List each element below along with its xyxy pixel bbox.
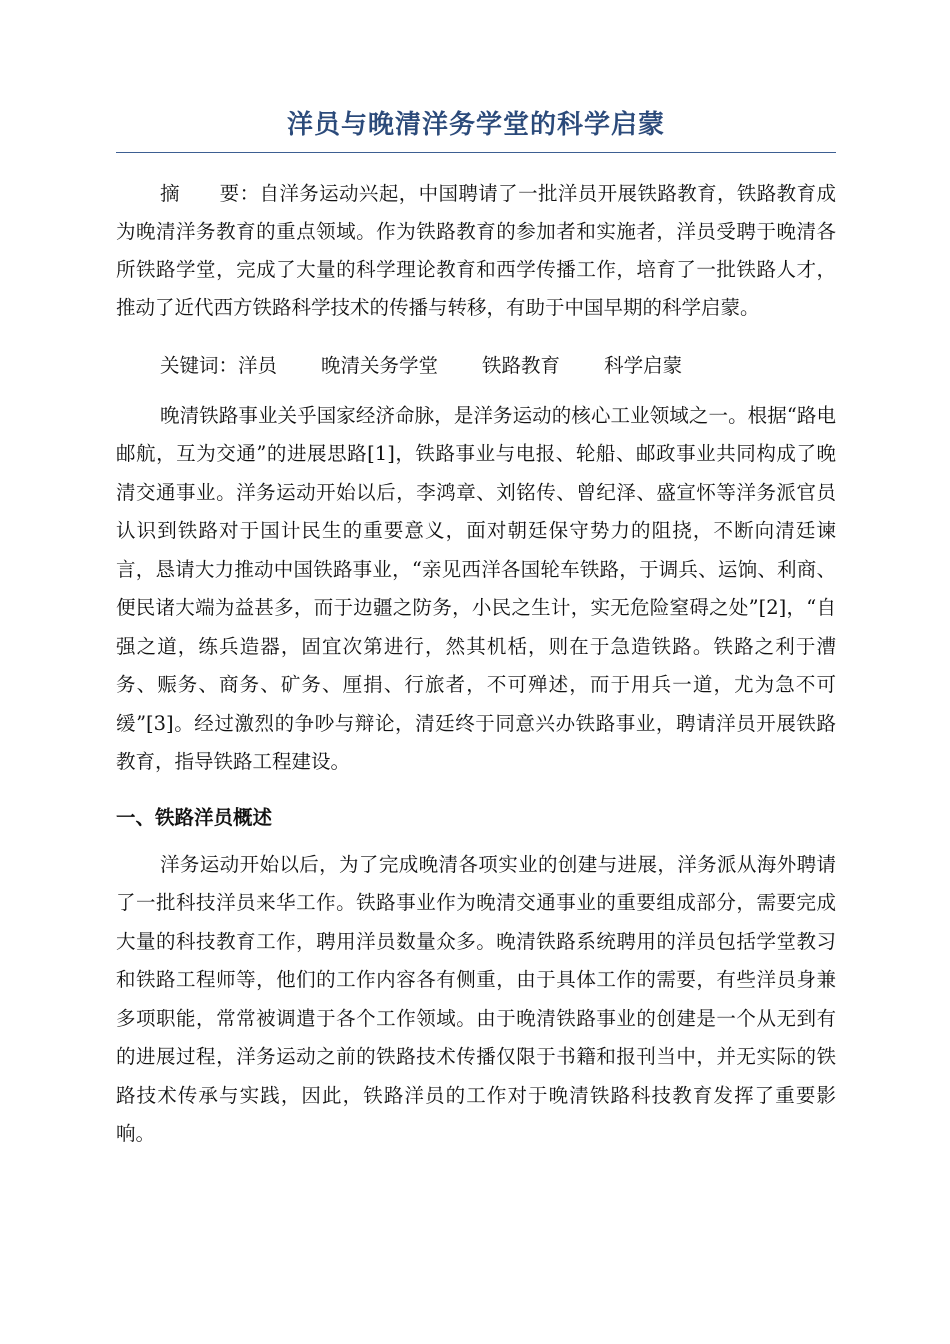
keywords-label: 关键词： <box>160 353 239 377</box>
keyword-item: 晚清关务学堂 <box>321 353 439 377</box>
intro-paragraph: 晚清铁路事业关乎国家经济命脉，是洋务运动的核心工业领域之一。根据“路电邮航，互为交通”的进展思路[1]，铁路事业与电报、轮船、邮政事业共同构成了晚清交通事业。洋务运动开始以后，李鸿章、刘铭传、曾纪泽、盛宣怀等洋务派官员认识到铁路对于国计民生的重要意义，面对朝廷保守势力的阻挠，不断向清廷谏言，恳请大力推动中国铁路事业，“亲见西洋各国轮车铁路，于调兵、运饷、利商、便民诸大端为益甚多，而于边疆之防务，小民之生计，实无危险窒碍之处”[2]，“自强之道，练兵造器，固宜次第进行，然其机栝，则在于急造铁路。铁路之利于漕务、赈务、商务、矿务、厘捐、行旅者，不可殚述，而于用兵一道，尤为急不可缓”[3]。经过激烈的争吵与辩论，清廷终于同意兴办铁路事业，聘请洋员开展铁路教育，指导铁路工程建设。 <box>116 403 836 773</box>
section-heading: 一、铁路洋员概述 <box>116 805 273 829</box>
document-page <box>116 108 836 1154</box>
document-title: 洋员与晚清洋务学堂的科学启蒙 <box>116 108 836 153</box>
keyword-item: 铁路教育 <box>482 353 561 377</box>
abstract-label: 摘 要： <box>160 182 260 205</box>
keywords-line <box>116 347 836 385</box>
section-paragraph: 洋务运动开始以后，为了完成晚清各项实业的创建与进展，洋务派从海外聘请了一批科技洋员来华工作。铁路事业作为晚清交通事业的重要组成部分，需要完成大量的科技教育工作，聘用洋员数量众多。晚清铁路系统聘用的洋员包括学堂教习和铁路工程师等，他们的工作内容各有侧重，由于具体工作的需要，有些洋员身兼多项职能，常常被调遣于各个工作领域。由于晚清铁路事业的创建是一个从无到有的进展过程，洋务运动之前的铁路技术传播仅限于书籍和报刊当中，并无实际的铁路技术传承与实践，因此，铁路洋员的工作对于晚清铁路科技教育发挥了重要影响。 <box>116 852 836 1145</box>
abstract-paragraph <box>116 175 836 327</box>
abstract-text: 自洋务运动兴起，中国聘请了一批洋员开展铁路教育，铁路教育成为晚清洋务教育的重点领域。作为铁路教育的参加者和实施者，洋员受聘于晚清各所铁路学堂，完成了大量的科学理论教育和西学传播工作，培育了一批铁路人才，推动了近代西方铁路科学技术的传播与转移，有助于中国早期的科学启蒙。 <box>116 182 836 319</box>
keyword-item: 科学启蒙 <box>604 353 683 377</box>
keyword-item: 洋员 <box>238 353 278 377</box>
